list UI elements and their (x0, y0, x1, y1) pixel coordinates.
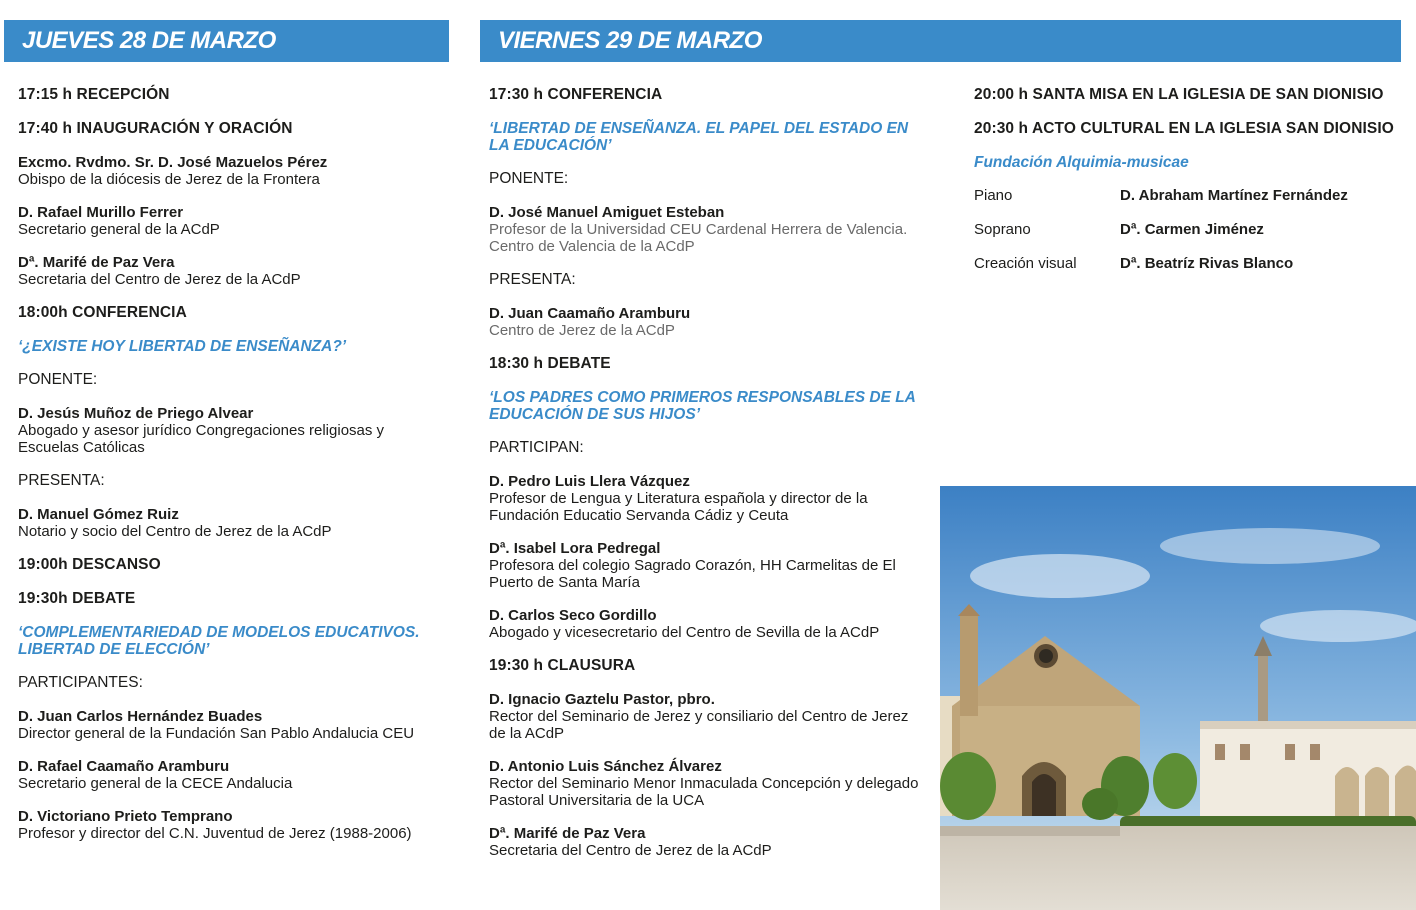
speaker-description: Rector del Seminario Menor Inmaculada Concepción y delegado Pastoral Universitaria de la UCA (489, 775, 919, 809)
speaker-d-juan-carlos-hernandez-buades (18, 708, 438, 742)
talk-title: ‘COMPLEMENTARIEDAD DE MODELOS EDUCATIVOS. LIBERTAD DE ELECCIÓN’ (18, 624, 420, 658)
section-heading: 19:30 h CLAUSURA (489, 657, 636, 674)
friday-header: VIERNES 29 DE MARZO (480, 20, 1401, 62)
talk-title: ‘LIBERTAD DE ENSEÑANZA. EL PAPEL DEL ESTADO EN LA EDUCACIÓN’ (489, 120, 909, 154)
section-heading: 20:30 h ACTO CULTURAL EN LA IGLESIA SAN DIONISIO (974, 120, 1394, 137)
section-heading: 17:30 h CONFERENCIA (489, 86, 663, 103)
performer-instrument: Piano (974, 187, 1013, 204)
performer-row (974, 187, 1404, 205)
talk-title: ‘¿EXISTE HOY LIBERTAD DE ENSEÑANZA?’ (18, 338, 347, 355)
speaker-description: Director general de la Fundación San Pablo Andalucia CEU (18, 725, 415, 742)
speaker-description: Secretaria del Centro de Jerez de la ACdP (18, 271, 301, 288)
section-heading: 18:30 h DEBATE (489, 355, 611, 372)
speaker-d-rafael-caamano-aramburu (18, 758, 438, 792)
speaker-description: Secretario general de la ACdP (18, 221, 220, 238)
section-heading: 20:00 h SANTA MISA EN LA IGLESIA DE SAN DIONISIO (974, 86, 1384, 103)
speaker-name: D. Pedro Luis Llera Vázquez (489, 473, 690, 490)
role-label: PRESENTA: (489, 271, 576, 288)
speaker-name: D. Carlos Seco Gordillo (489, 607, 657, 624)
speaker-d-carlos-seco-gordillo (489, 607, 929, 641)
speaker-name: D. Ignacio Gaztelu Pastor, pbro. (489, 691, 715, 708)
performer-name: D. Abraham Martínez Fernández (1120, 187, 1348, 204)
speaker-name: D. Manuel Gómez Ruiz (18, 506, 179, 523)
speaker-description: Secretario general de la CECE Andalucia (18, 775, 293, 792)
speaker-name: D. Victoriano Prieto Temprano (18, 808, 233, 825)
speaker-name: D. Rafael Murillo Ferrer (18, 204, 184, 221)
performer-instrument: Creación visual (974, 255, 1077, 272)
section-heading: 17:40 h INAUGURACIÓN Y ORACIÓN (18, 120, 293, 137)
speaker-d-isabel-lora-pedregal (489, 540, 929, 591)
speaker-name: D. Juan Carlos Hernández Buades (18, 708, 263, 725)
speaker-d-ignacio-gaztelu-pastor-pbro (489, 691, 929, 742)
speaker-description: Obispo de la diócesis de Jerez de la Frontera (18, 171, 320, 188)
speaker-description: Rector del Seminario de Jerez y consiliario del Centro de Jerez de la ACdP (489, 708, 909, 742)
speaker-d-antonio-luis-sanchez-alvarez (489, 758, 929, 809)
role-label: PONENTE: (489, 170, 569, 187)
speaker-description: Profesor de la Universidad CEU Cardenal Herrera de Valencia. Centro de Valencia de la ACdP (489, 221, 908, 255)
role-label: PARTICIPANTES: (18, 674, 143, 691)
speaker-name: Dª. Marifé de Paz Vera (18, 254, 175, 271)
speaker-description: Profesor de Lengua y Literatura española y director de la Fundación Educatio Servanda Cádiz y Ceuta (489, 490, 868, 524)
performer-name: Dª. Beatríz Rivas Blanco (1120, 255, 1294, 272)
role-label: PONENTE: (18, 371, 98, 388)
performer-instrument: Soprano (974, 221, 1031, 238)
speaker-name: D. Antonio Luis Sánchez Álvarez (489, 758, 722, 775)
speaker-name: Dª. Marifé de Paz Vera (489, 825, 646, 842)
section-heading: 19:00h DESCANSO (18, 556, 161, 573)
speaker-d-marife-de-paz-vera (489, 825, 929, 859)
speaker-name: D. Jesús Muñoz de Priego Alvear (18, 405, 254, 422)
speaker-d-marife-de-paz-vera (18, 254, 438, 288)
friday-program (489, 86, 929, 875)
speaker-name: D. Rafael Caamaño Aramburu (18, 758, 230, 775)
talk-title: Fundación Alquimia-musicae (974, 154, 1189, 171)
performer-row (974, 255, 1404, 273)
section-heading: 17:15 h RECEPCIÓN (18, 86, 170, 103)
role-label: PRESENTA: (18, 472, 105, 489)
speaker-d-jesus-munoz-de-priego-alvear (18, 405, 438, 456)
speaker-name: Excmo. Rvdmo. Sr. D. José Mazuelos Pérez (18, 154, 328, 171)
section-heading: 18:00h CONFERENCIA (18, 304, 187, 321)
performer-name: Dª. Carmen Jiménez (1120, 221, 1264, 238)
evening-program (974, 86, 1404, 289)
speaker-description: Secretaria del Centro de Jerez de la ACdP (489, 842, 772, 859)
speaker-d-manuel-gomez-ruiz (18, 506, 438, 540)
speaker-d-jose-manuel-amiguet-esteban (489, 204, 929, 255)
speaker-name: D. Juan Caamaño Aramburu (489, 305, 691, 322)
speaker-description: Centro de Jerez de la ACdP (489, 322, 675, 339)
speaker-description: Profesora del colegio Sagrado Corazón, HH Carmelitas de El Puerto de Santa María (489, 557, 896, 591)
thursday-program (18, 86, 438, 858)
speaker-description: Abogado y vicesecretario del Centro de Sevilla de la ACdP (489, 624, 880, 641)
speaker-description: Notario y socio del Centro de Jerez de la ACdP (18, 523, 332, 540)
speaker-description: Profesor y director del C.N. Juventud de Jerez (1988-2006) (18, 825, 412, 842)
role-label: PARTICIPAN: (489, 439, 584, 456)
thursday-header: JUEVES 28 DE MARZO (4, 20, 449, 62)
talk-title: ‘LOS PADRES COMO PRIMEROS RESPONSABLES DE LA EDUCACIÓN DE SUS HIJOS’ (489, 389, 916, 423)
performer-row (974, 221, 1404, 239)
speaker-d-juan-caamano-aramburu (489, 305, 929, 339)
section-heading: 19:30h DEBATE (18, 590, 136, 607)
speaker-name: Dª. Isabel Lora Pedregal (489, 540, 661, 557)
speaker-name: D. José Manuel Amiguet Esteban (489, 204, 725, 221)
speaker-d-victoriano-prieto-temprano (18, 808, 438, 842)
speaker-excmo-rvdmo-sr-d-jose-mazuelos-perez (18, 154, 438, 188)
speaker-d-rafael-murillo-ferrer (18, 204, 438, 238)
church-plaza-photo (940, 486, 1416, 910)
speaker-description: Abogado y asesor jurídico Congregaciones religiosas y Escuelas Católicas (18, 422, 385, 456)
speaker-d-pedro-luis-llera-vazquez (489, 473, 929, 524)
